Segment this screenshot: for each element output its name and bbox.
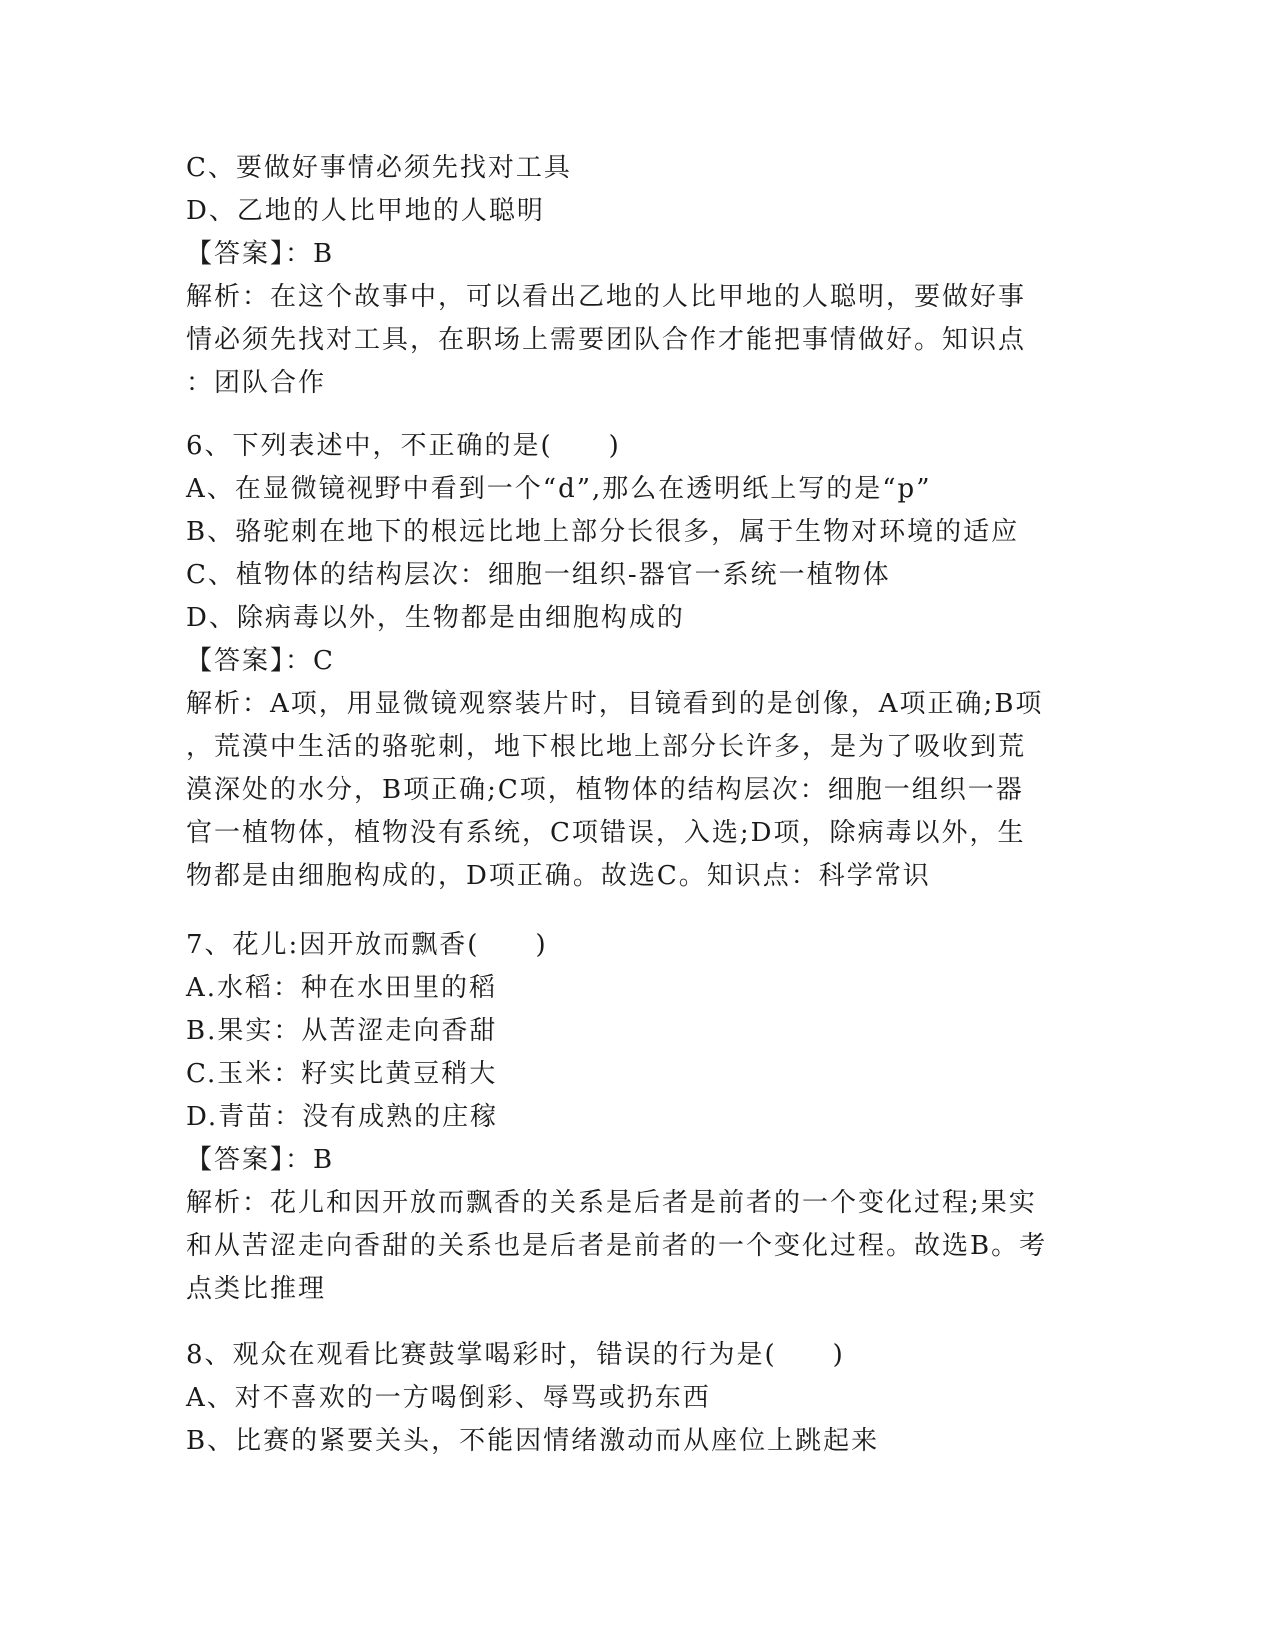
analysis-line: ，荒漠中生活的骆驼刺，地下根比地上部分长许多，是为了吸收到荒 [186, 732, 1027, 762]
question-7-block [186, 924, 1076, 1311]
option-c: C、要做好事情必须先找对工具 [186, 153, 572, 183]
option-a: A、在显微镜视野中看到一个“d”,那么在透明纸上写的是“p” [186, 474, 932, 504]
question-8-block [186, 1334, 1076, 1463]
analysis-line: 解析：花儿和因开放而飘香的关系是后者是前者的一个变化过程;果实 [186, 1188, 1037, 1218]
analysis-line: 解析：在这个故事中，可以看出乙地的人比甲地的人聪明，要做好事 [186, 282, 1027, 312]
option-d: D、除病毒以外，生物都是由细胞构成的 [186, 603, 685, 633]
option-d: D.青苗：没有成熟的庄稼 [186, 1102, 499, 1132]
answer: 【答案】：B [186, 239, 335, 269]
analysis-line: 点类比推理 [186, 1274, 327, 1304]
option-d: D、乙地的人比甲地的人聪明 [186, 196, 545, 226]
option-b: B.果实：从苦涩走向香甜 [186, 1016, 498, 1046]
answer: 【答案】：C [186, 646, 335, 676]
analysis-line: ：团队合作 [186, 368, 327, 398]
answer: 【答案】：B [186, 1145, 335, 1175]
analysis-line: 官一植物体，植物没有系统，C项错误，入选;D项，除病毒以外，生 [186, 818, 1026, 848]
option-c: C、植物体的结构层次：细胞一组织-器官一系统一植物体 [186, 560, 891, 590]
option-b: B、骆驼刺在地下的根远比地上部分长很多，属于生物对环境的适应 [186, 517, 1020, 547]
analysis-line: 漠深处的水分，B项正确;C项，植物体的结构层次：细胞一组织一器 [186, 775, 1024, 805]
analysis-line: 解析：A项，用显微镜观察装片时，目镜看到的是创像，A项正确;B项 [186, 689, 1044, 719]
option-a: A.水稻：种在水田里的稻 [186, 973, 498, 1003]
option-a: A、对不喜欢的一方喝倒彩、辱骂或扔东西 [186, 1383, 711, 1413]
question-stem: 7、花儿:因开放而飘香( ) [186, 930, 548, 960]
option-c: C.玉米：籽实比黄豆稍大 [186, 1059, 498, 1089]
option-b: B、比赛的紧要关头，不能因情绪激动而从座位上跳起来 [186, 1426, 880, 1456]
question-stem: 6、下列表述中，不正确的是( ) [186, 431, 621, 461]
question-6-block [186, 425, 1076, 898]
analysis-line: 物都是由细胞构成的，D项正确。故选C。知识点：科学常识 [186, 861, 931, 891]
analysis-line: 情必须先找对工具，在职场上需要团队合作才能把事情做好。知识点 [186, 325, 1027, 355]
question-stem: 8、观众在观看比赛鼓掌喝彩时，错误的行为是( ) [186, 1340, 845, 1370]
question-5-block [186, 147, 1076, 405]
analysis-line: 和从苦涩走向香甜的关系也是后者是前者的一个变化过程。故选B。考 [186, 1231, 1048, 1261]
